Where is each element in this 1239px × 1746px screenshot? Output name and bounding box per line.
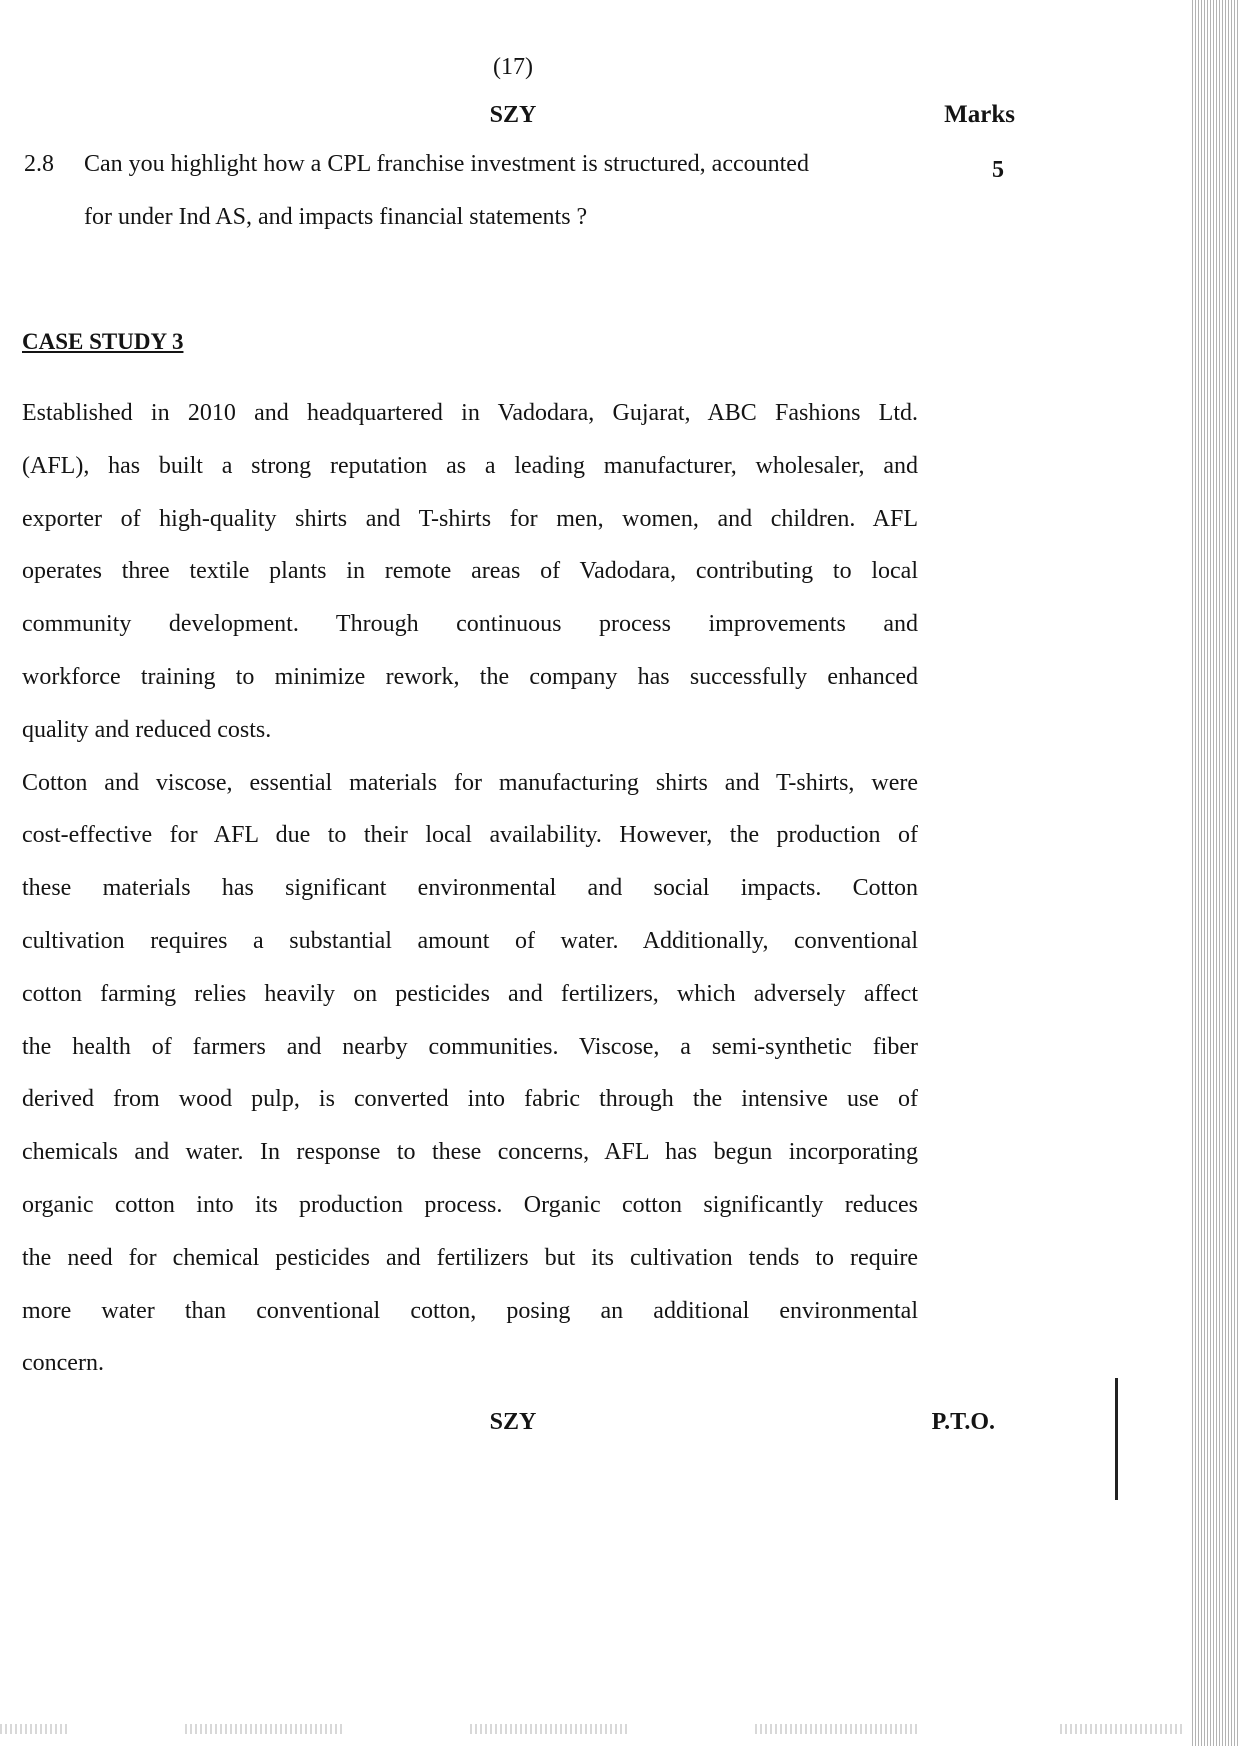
- scan-noise: [0, 1724, 70, 1734]
- case-study-line: concern.: [22, 1350, 104, 1377]
- scan-binding-strip: [1190, 0, 1239, 1746]
- case-study-line: organic cotton into its production process. Organic cotton significantly reduces: [22, 1191, 918, 1218]
- case-study-line: exporter of high-quality shirts and T-shirts for men, women, and children. AFL: [22, 505, 918, 532]
- footer-paper-code: SZY: [489, 1409, 537, 1435]
- case-study-line: Established in 2010 and headquartered in Vadodara, Gujarat, ABC Fashions Ltd.: [22, 400, 918, 426]
- case-study-line: more water than conventional cotton, posing an additional environmental: [22, 1297, 918, 1324]
- question-text-line: Can you highlight how a CPL franchise investment is structured, accounted: [84, 151, 809, 177]
- scan-noise: [185, 1724, 345, 1734]
- case-study-heading: CASE STUDY 3: [22, 329, 184, 354]
- case-study-body: [22, 398, 918, 1401]
- question-number: 2.8: [24, 151, 54, 177]
- case-study-line: Cotton and viscose, essential materials for manufacturing shirts and T-shirts, were: [22, 769, 918, 796]
- case-study-line: chemicals and water. In response to these concerns, AFL has begun incorporating: [22, 1139, 918, 1166]
- question-text-line: for under Ind AS, and impacts financial statements ?: [84, 204, 588, 230]
- case-study-line: operates three textile plants in remote areas of Vadodara, contributing to local: [22, 558, 918, 585]
- case-study-line: cotton farming relies heavily on pesticides and fertilizers, which adversely affect: [22, 980, 918, 1007]
- case-study-line: derived from wood pulp, is converted into fabric through the intensive use of: [22, 1086, 918, 1113]
- page-number: (17): [493, 54, 533, 80]
- scan-noise: [755, 1724, 920, 1734]
- case-study-line: workforce training to minimize rework, the company has successfully enhanced: [22, 663, 918, 690]
- case-study-line: these materials has significant environmental and social impacts. Cotton: [22, 875, 918, 902]
- scan-edge-mark: [1115, 1378, 1118, 1500]
- please-turn-over-label: P.T.O.: [931, 1409, 995, 1435]
- header-paper-code: SZY: [489, 102, 537, 128]
- case-study-line: the health of farmers and nearby communities. Viscose, a semi-synthetic fiber: [22, 1033, 918, 1060]
- scan-noise: [470, 1724, 630, 1734]
- case-study-line: cultivation requires a substantial amount of water. Additionally, conventional: [22, 927, 918, 954]
- case-study-line: cost-effective for AFL due to their local availability. However, the production of: [22, 822, 918, 849]
- case-study-line: quality and reduced costs.: [22, 716, 272, 743]
- marks-column-label: Marks: [944, 101, 1015, 128]
- case-study-line: community development. Through continuous process improvements and: [22, 611, 918, 638]
- case-study-line: the need for chemical pesticides and fertilizers but its cultivation tends to require: [22, 1244, 918, 1271]
- question-marks: 5: [992, 157, 1004, 183]
- case-study-line: (AFL), has built a strong reputation as a leading manufacturer, wholesaler, and: [22, 452, 918, 479]
- scan-noise: [1060, 1724, 1185, 1734]
